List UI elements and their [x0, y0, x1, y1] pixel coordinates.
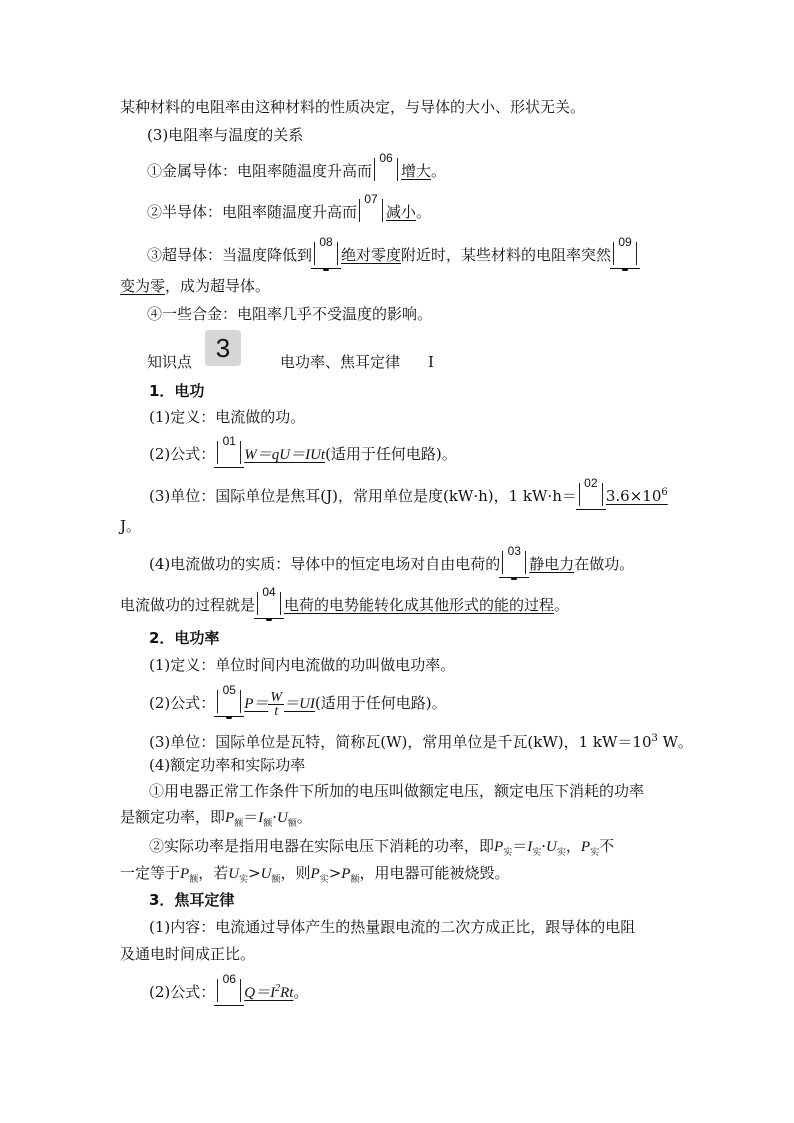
kp-level: Ⅰ	[428, 353, 434, 371]
fraction-w-over-t: $\frac{W}{t}$	[270, 690, 283, 720]
answer-tag-01: 01	[217, 441, 241, 464]
power-unit-line: (3)单位：国际单位是瓦特，简称瓦(W)，常用单位是千瓦(kW)，1 $kW=10^3$ W。	[149, 733, 694, 751]
answer-semi: 减小	[386, 203, 417, 221]
answer-becomes-zero: 变为零	[120, 277, 166, 295]
answer-electrostatic-force: 静电力	[529, 555, 575, 573]
power-formula-line: (2)公式： 05 P＝ $\frac{W}{t}$ ＝UI(适用于任何电路)。	[149, 683, 447, 720]
answer-tag-06b: 06	[217, 979, 241, 1002]
answer-tag-04: 04	[257, 592, 281, 615]
work-formula-line: (2)公式： 01 W＝qU＝IUt(适用于任何电路)。	[149, 441, 457, 465]
alloy-line: ④一些合金：电阻率几乎不受温度的影响。	[147, 305, 433, 323]
answer-tag-07: 07	[359, 199, 383, 222]
answer-power-formula: P＝ $\frac{W}{t}$ ＝UI	[244, 690, 315, 720]
work-heading: 1．电功	[149, 382, 205, 400]
answer-tag-09: 09	[613, 242, 637, 265]
answer-absolute-zero: 绝对零度	[341, 246, 402, 264]
work-definition: (1)定义：电流做的功。	[149, 408, 306, 426]
answer-energy-conversion: 电荷的电势能转化成其他形式的能的过程	[284, 596, 555, 614]
rated-actual-heading: (4)额定功率和实际功率	[149, 756, 306, 774]
kp-title: 电功率、焦耳定律	[280, 353, 401, 371]
answer-work-formula: W＝qU＝IUt	[244, 447, 326, 463]
rated-power-line-2: 是额定功率，即$P_额=I_额\cdot U_额$。	[120, 808, 312, 829]
rated-power-line-1: ①用电器正常工作条件下所加的电压叫做额定电压，额定电压下消耗的功率	[149, 782, 645, 800]
joule-content-line-2: 及通电时间成正比。	[120, 945, 256, 963]
actual-power-line-2: 一定等于$P_额$，若$U_实>U_额$，则$P_实>P_额$，用电器可能被烧毁。	[120, 864, 510, 885]
joule-formula-line: (2)公式： 06 $Q=I^2Rt$。	[149, 979, 308, 1003]
work-unit-j: J。	[120, 517, 142, 535]
answer-tag-06: 06	[374, 158, 398, 181]
resistivity-line: 某种材料的电阻率由这种材料的性质决定，与导体的大小、形状无关。	[120, 98, 586, 116]
work-unit-line: (3)单位：国际单位是焦耳(J)，常用单位是度(kW·h)，1 kW·h＝ 02 $3.6\times 10^6$	[149, 483, 668, 506]
joule-heading: 3．焦耳定律	[149, 891, 235, 909]
work-process-line: 电流做功的过程就是 04 电荷的电势能转化成其他形式的能的过程。	[120, 592, 569, 615]
metal-conductor-line: ①金属导体：电阻率随温度升高而 06 增大。	[147, 151, 447, 180]
answer-kwh-value: $3.6\times 10^6$	[605, 487, 668, 505]
kp-label: 知识点	[147, 353, 193, 371]
temp-relation-heading: (3)电阻率与温度的关系	[147, 126, 304, 144]
superconductor-line-2: 变为零，成为超导体。	[120, 277, 271, 295]
answer-tag-03: 03	[502, 551, 526, 574]
work-essence-line: (4)电流做功的实质：导体中的恒定电场对自由电荷的 03 静电力在做功。	[149, 551, 634, 574]
answer-metal: 增大	[401, 162, 432, 180]
answer-tag-08: 08	[314, 242, 338, 265]
answer-tag-02: 02	[579, 483, 603, 506]
answer-joule-formula: $Q=I^2Rt$	[244, 983, 294, 1001]
kp-number-badge: 3	[205, 330, 241, 366]
power-heading: 2．电功率	[149, 629, 220, 647]
power-definition: (1)定义：单位时间内电流做的功叫做电功率。	[149, 656, 456, 674]
answer-tag-05: 05	[217, 690, 241, 713]
joule-content-line-1: (1)内容：电流通过导体产生的热量跟电流的二次方成正比，跟导体的电阻	[149, 918, 636, 936]
semiconductor-line: ②半导体：电阻率随温度升高而 07 减小。	[147, 192, 432, 221]
actual-power-line-1: ②实际功率是指用电器在实际电压下消耗的功率，即$P_实=I_实\cdot U_实$，$P_实$不	[149, 837, 615, 858]
superconductor-line: ③超导体：当温度降低到 08 绝对零度附近时，某些材料的电阻率突然 09	[147, 242, 640, 265]
